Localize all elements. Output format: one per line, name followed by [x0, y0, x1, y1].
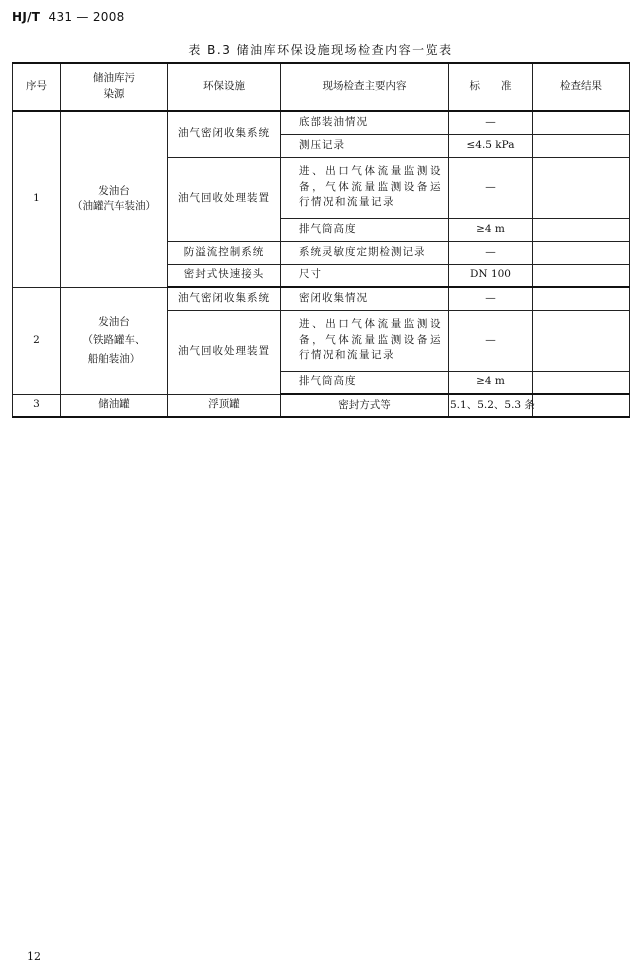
check-item: 测压记录: [281, 134, 449, 157]
result-cell: [533, 394, 630, 417]
standard-value: —: [449, 111, 533, 134]
check-item: 进、出口气体流量监测设备，气体流量监测设备运行情况和流量记录: [281, 157, 449, 218]
standard-code: HJ/T: [12, 10, 41, 24]
pollution-source: 储油罐: [61, 394, 168, 417]
facility: 油气回收处理装置: [168, 310, 281, 394]
check-item: 底部装油情况: [281, 111, 449, 134]
result-cell: [533, 111, 630, 134]
header-content: 现场检查主要内容: [281, 63, 449, 111]
row-number: 1: [13, 111, 61, 287]
table-row: [13, 111, 630, 134]
standard-value: 5.1、5.2、5.3 条: [449, 394, 533, 417]
table-title: 表 B.3 储油库环保设施现场检查内容一览表: [188, 43, 453, 57]
standard-value: ≤4.5 kPa: [449, 134, 533, 157]
pollution-source: 发油台 （铁路罐车、 船舶装油）: [61, 287, 168, 394]
result-cell: [533, 264, 630, 287]
check-item: 进、出口气体流量监测设备，气体流量监测设备运行情况和流量记录: [281, 310, 449, 371]
table-row: [13, 287, 630, 310]
facility: 油气密闭收集系统: [168, 111, 281, 157]
result-cell: [533, 157, 630, 218]
standard-value: —: [449, 241, 533, 264]
document-header: [12, 10, 125, 24]
row-number: 2: [13, 287, 61, 394]
row-number: 3: [13, 394, 61, 417]
standard-value: ≥4 m: [449, 218, 533, 241]
standard-value: —: [449, 157, 533, 218]
standard-value: —: [449, 310, 533, 371]
page-number: 12: [27, 950, 41, 963]
table-row: [13, 394, 630, 417]
facility: 防溢流控制系统: [168, 241, 281, 264]
result-cell: [533, 371, 630, 394]
facility: 油气密闭收集系统: [168, 287, 281, 310]
result-cell: [533, 287, 630, 310]
check-item: 排气筒高度: [281, 371, 449, 394]
check-item: 尺寸: [281, 264, 449, 287]
inspection-table: [12, 62, 630, 418]
check-item: 系统灵敏度定期检测记录: [281, 241, 449, 264]
header-no: 序号: [13, 63, 61, 111]
standard-value: ≥4 m: [449, 371, 533, 394]
check-item: 密封方式等: [281, 394, 449, 417]
result-cell: [533, 218, 630, 241]
facility: 密封式快速接头: [168, 264, 281, 287]
facility: 油气回收处理装置: [168, 157, 281, 241]
result-cell: [533, 241, 630, 264]
header-result: 检查结果: [533, 63, 630, 111]
standard-value: DN 100: [449, 264, 533, 287]
standard-number: 431 — 2008: [48, 10, 125, 24]
header-facility: 环保设施: [168, 63, 281, 111]
pollution-source: 发油台 （油罐汽车装油）: [61, 111, 168, 287]
check-item: 密闭收集情况: [281, 287, 449, 310]
result-cell: [533, 134, 630, 157]
table-header-row: [13, 63, 630, 111]
result-cell: [533, 310, 630, 371]
facility: 浮顶罐: [168, 394, 281, 417]
standard-value: —: [449, 287, 533, 310]
header-source: 储油库污 染源: [61, 63, 168, 111]
header-standard: 标 准: [449, 63, 533, 111]
check-item: 排气筒高度: [281, 218, 449, 241]
